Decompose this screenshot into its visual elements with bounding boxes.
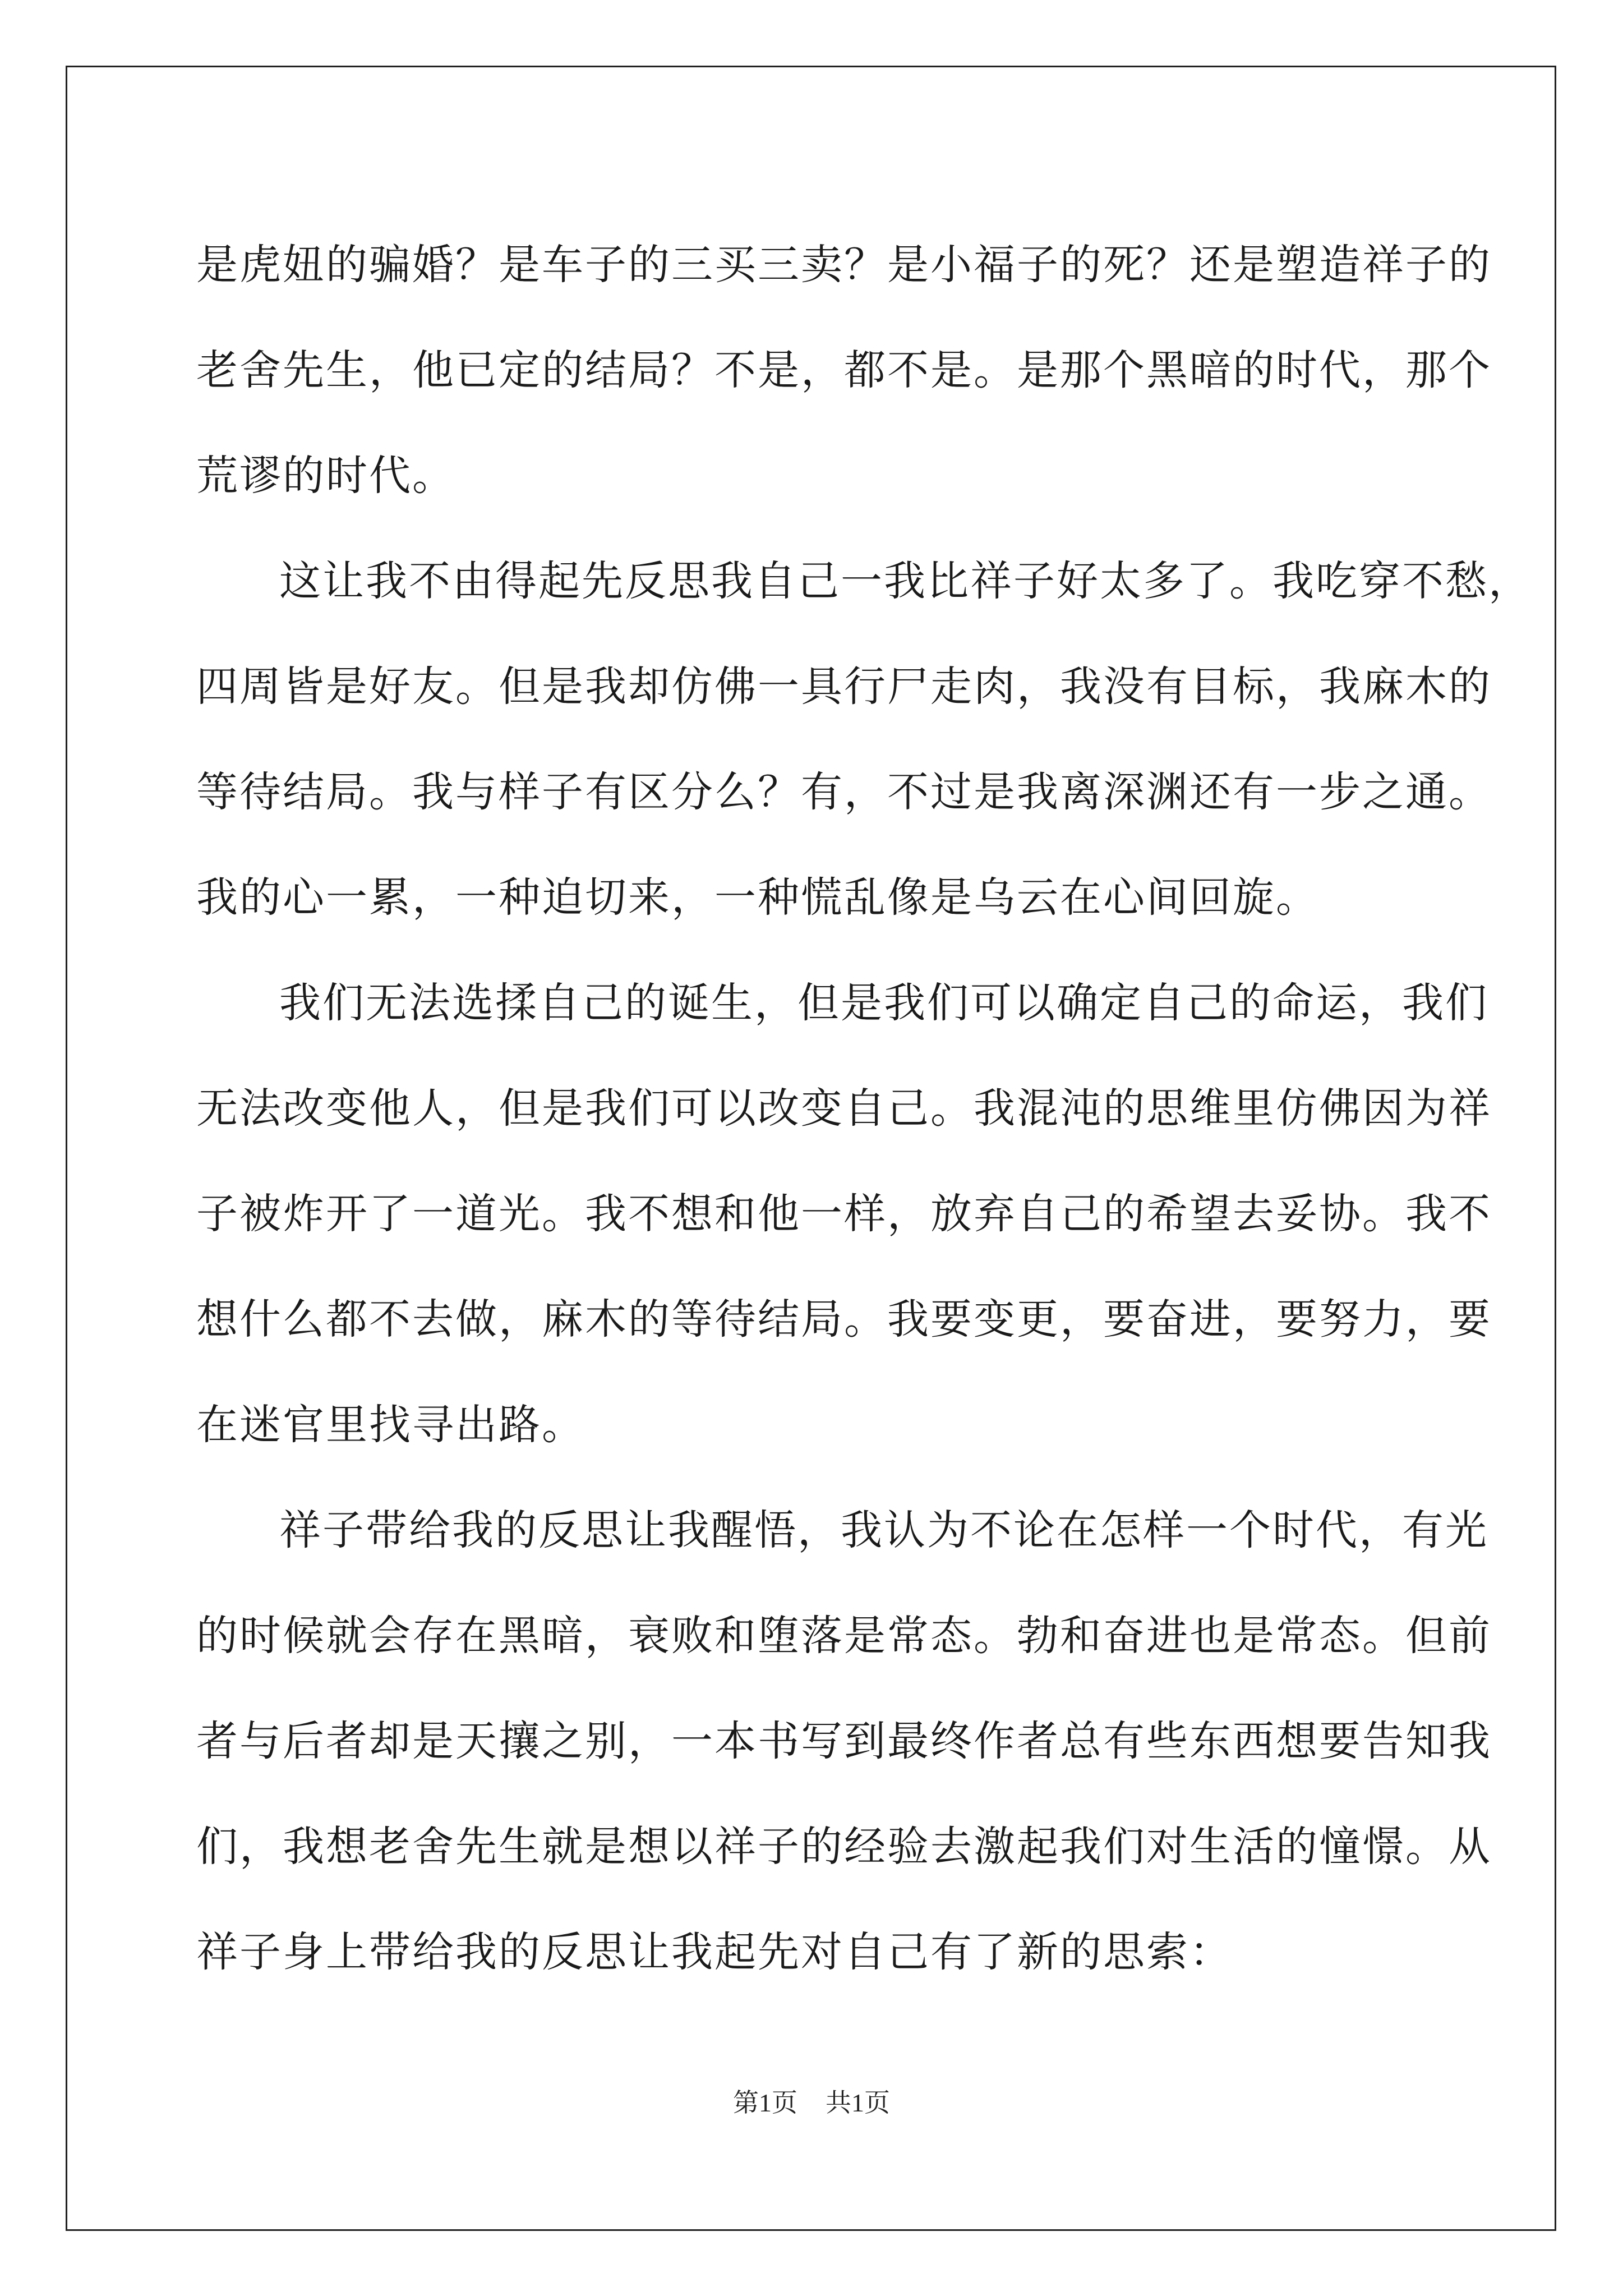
text-line-3: 荒谬的时代。 <box>196 452 455 500</box>
text-line-11: 想什么都不去做，麻木的等待结局。我要变更，要奋进，要努力，要 <box>196 1295 1492 1343</box>
text-line-9: 无法改变他人，但是我们可以改变自己。我混沌的思维里仿佛因为祥 <box>196 1084 1492 1133</box>
text-line-2: 老舍先生，他已定的结局？不是，都不是。是那个黑暗的时代，那个 <box>196 346 1492 394</box>
text-line-16: 们，我想老舍先生就是想以祥子的经验去激起我们对生活的憧憬。从 <box>196 1823 1492 1871</box>
page-footer <box>0 2082 1623 2119</box>
text-line-5: 四周皆是好友。但是我却仿佛一具行尸走肉，我没有目标，我麻木的 <box>196 662 1492 711</box>
text-line-10: 子被炸开了一道光。我不想和他一样，放弃自己的希望去妥协。我不 <box>196 1190 1492 1238</box>
text-line-7: 我的心一累，一种迫切来，一种慌乱像是乌云在心间回旋。 <box>196 873 1319 922</box>
text-line-14: 的时候就会存在黑暗，衰败和堕落是常态。勃和奋进也是常态。但前 <box>196 1612 1492 1660</box>
text-line-13: 祥子带给我的反思让我醒悟，我认为不论在怎样一个时代，有光 <box>279 1506 1488 1554</box>
page-total: 共1页 <box>826 2088 890 2117</box>
page-number: 第1页 <box>733 2088 797 2117</box>
text-line-12: 在迷官里找寻出路。 <box>196 1401 585 1449</box>
text-line-17: 祥子身上带给我的反思让我起先对自己有了新的思索： <box>196 1928 1233 1976</box>
text-line-4: 这让我不由得起先反思我自己一我比祥子好太多了。我吃穿不愁， <box>279 557 1532 605</box>
text-line-6: 等待结局。我与样子有区分么？有，不过是我离深渊还有一步之通。 <box>196 768 1492 816</box>
document-body <box>196 212 1532 2005</box>
text-line-8: 我们无法选揉自己的诞生，但是我们可以确定自己的命运，我们 <box>279 979 1488 1027</box>
text-line-15: 者与后者却是天攘之别，一本书写到最终作者总有些东西想要告知我 <box>196 1717 1492 1765</box>
text-line-1: 是虎妞的骗婚？是车子的三买三卖？是小福子的死？还是塑造祥子的 <box>196 241 1492 289</box>
